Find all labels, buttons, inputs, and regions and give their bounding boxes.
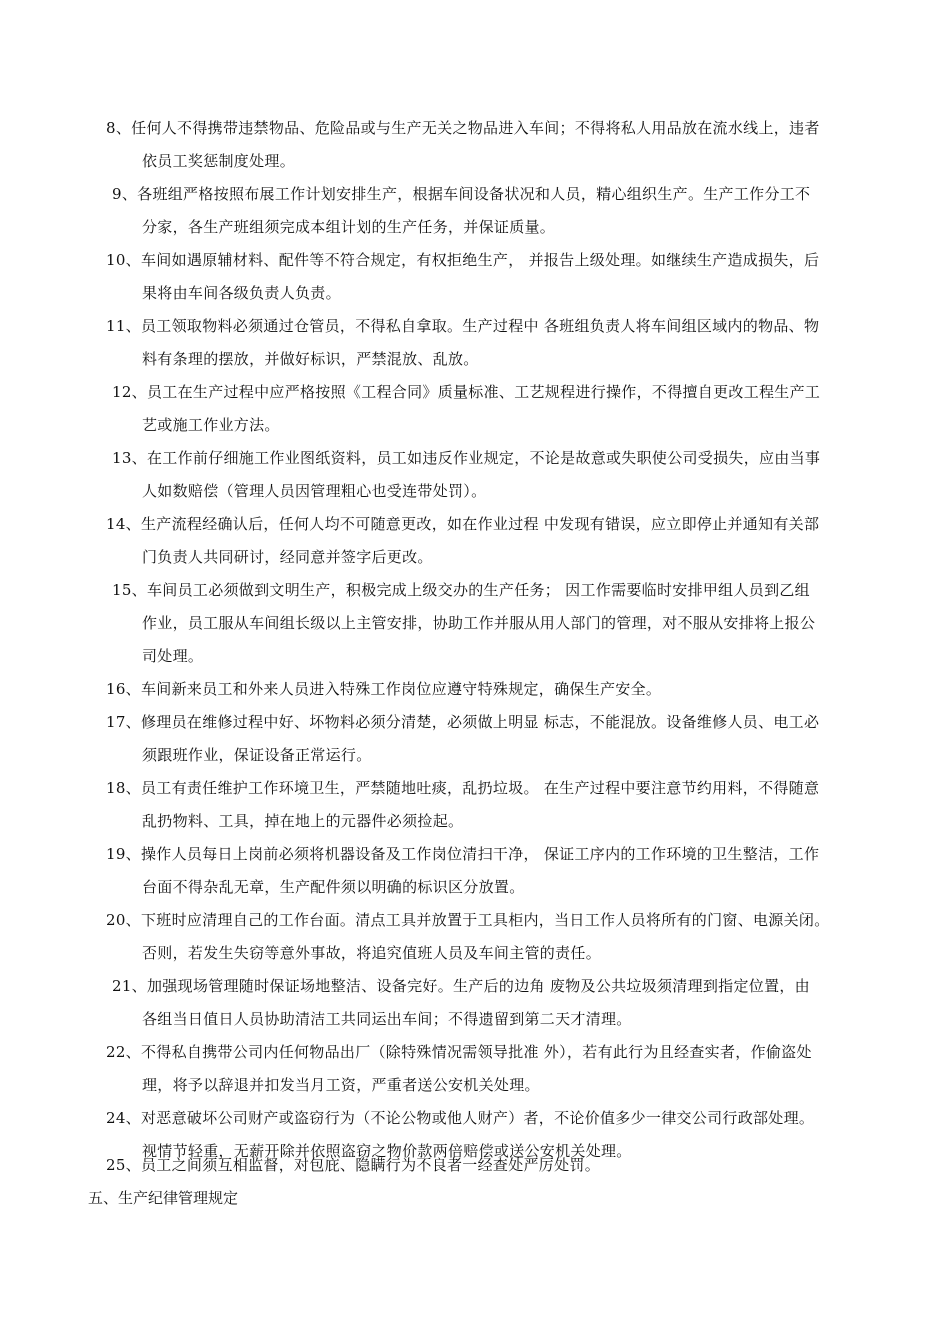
clause-first-line <box>106 673 661 706</box>
clause-text: 生产流程经确认后，任何人均不可随意更改，如在作业过程 中发现有错误，应立即停止并通知有关部 <box>141 515 820 533</box>
clause-text: 任何人不得携带违禁物品、危险品或与生产无关之物品进入车间；不得将私人用品放在流水线上，违者 <box>131 119 820 137</box>
clause-number: 25、 <box>106 1156 141 1174</box>
clause-continuation-line: 视情节轻重，无薪开除并依照盗窃之物价款两倍赔偿或送公安机关处理。 <box>142 1142 632 1160</box>
clause-text: 在工作前仔细施工作业图纸资料，员工如违反作业规定，不论是故意或失职使公司受损失，应由当事 <box>147 449 821 467</box>
clause-continuation-line: 门负责人共同研讨，经同意并签字后更改。 <box>142 548 433 566</box>
clause-number: 17、 <box>106 713 141 731</box>
clause-number: 15、 <box>112 581 147 599</box>
clause-continuation-line: 须跟班作业，保证设备正常运行。 <box>142 746 372 764</box>
clause-first-line <box>106 1102 814 1135</box>
clause-text: 加强现场管理随时保证场地整洁、设备完好。生产后的边角 废物及公共垃圾须清理到指定位置，由 <box>147 977 810 995</box>
clause-continuation-line: 否则，若发生失窃等意外事故，将追究值班人员及车间主管的责任。 <box>142 944 602 962</box>
clause-first-line <box>106 706 819 739</box>
clause-continuation-line: 理，将予以辞退并扣发当月工资，严重者送公安机关处理。 <box>142 1076 540 1094</box>
clause-number: 12、 <box>112 383 147 401</box>
clause-continuation-line: 各组当日值日人员协助清洁工共同运出车间；不得遗留到第二天才清理。 <box>142 1010 632 1028</box>
clause-first-line <box>106 1036 812 1069</box>
clause-text: 各班组严格按照布展工作计划安排生产，根据车间设备状况和人员，精心组织生产。生产工作分工不 <box>137 185 811 203</box>
clause-first-line <box>112 376 820 409</box>
clause-number: 14、 <box>106 515 141 533</box>
clause-number: 8、 <box>106 119 132 137</box>
clause-text: 员工在生产过程中应严格按照《工程合同》质量标准、工艺规程进行操作，不得擅自更改工程生产工 <box>147 383 821 401</box>
section-heading: 五、生产纪律管理规定 <box>88 1189 239 1207</box>
clause-first-line <box>106 244 819 277</box>
clause-continuation-line: 乱扔物料、工具，掉在地上的元器件必须捡起。 <box>142 812 464 830</box>
clause-number: 21、 <box>112 977 147 995</box>
clause-number: 9、 <box>112 185 138 203</box>
clause-continuation-line: 果将由车间各级负责人负责。 <box>142 284 341 302</box>
clause-text: 对恶意破坏公司财产或盗窃行为（不论公物或他人财产）者，不论价值多少一律交公司行政部处理。 <box>141 1109 815 1127</box>
clause-continuation-line: 料有条理的摆放，并做好标识，严禁混放、乱放。 <box>142 350 479 368</box>
clause-number: 22、 <box>106 1043 141 1061</box>
clause-number: 19、 <box>106 845 141 863</box>
clause-first-line <box>112 574 810 607</box>
clause-number: 24、 <box>106 1109 141 1127</box>
clause-text: 车间员工必须做到文明生产，积极完成上级交办的生产任务； 因工作需要临时安排甲组人员到乙组 <box>147 581 810 599</box>
clause-first-line <box>106 838 819 871</box>
clause-continuation-line: 依员工奖惩制度处理。 <box>142 152 296 170</box>
clause-text: 车间如遇原辅材料、配件等不符合规定，有权拒绝生产， 并报告上级处理。如继续生产造成损失，后 <box>141 251 820 269</box>
clause-first-line <box>112 178 810 211</box>
clause-continuation-line: 艺或施工作业方法。 <box>142 416 280 434</box>
clause-first-line <box>106 772 819 805</box>
clause-number: 16、 <box>106 680 141 698</box>
clause-text: 修理员在维修过程中好、坏物料必须分清楚，必须做上明显 标志，不能混放。设备维修人员、电工必 <box>141 713 820 731</box>
clause-text: 员工领取物料必须通过仓管员，不得私自拿取。生产过程中 各班组负责人将车间组区域内的物品、物 <box>141 317 820 335</box>
clause-text: 员工有责任维护工作环境卫生，严禁随地吐痰，乱扔垃圾。 在生产过程中要注意节约用料，不得随意 <box>141 779 820 797</box>
clause-text: 不得私自携带公司内任何物品出厂（除特殊情况需领导批准 外），若有此行为且经查实者，作偷盗处 <box>141 1043 812 1061</box>
clause-first-line <box>112 970 810 1003</box>
clause-first-line <box>106 904 830 937</box>
clause-continuation-line: 台面不得杂乱无章，生产配件须以明确的标识区分放置。 <box>142 878 525 896</box>
clause-first-line <box>106 112 820 145</box>
clause-text: 下班时应清理自己的工作台面。清点工具并放置于工具柜内，当日工作人员将所有的门窗、电源关闭。 <box>141 911 830 929</box>
clause-first-line <box>106 508 819 541</box>
clause-number: 20、 <box>106 911 141 929</box>
clause-continuation-line: 分家，各生产班组须完成本组计划的生产任务，并保证质量。 <box>142 218 556 236</box>
clause-number: 11、 <box>106 317 141 335</box>
clause-text: 操作人员每日上岗前必须将机器设备及工作岗位清扫干净， 保证工序内的工作环境的卫生整洁，工作 <box>141 845 820 863</box>
clause-text: 车间新来员工和外来人员进入特殊工作岗位应遵守特殊规定，确保生产安全。 <box>141 680 662 698</box>
clause-number: 10、 <box>106 251 141 269</box>
clause-number: 13、 <box>112 449 147 467</box>
clause-continuation-line: 司处理。 <box>142 647 204 665</box>
clause-first-line <box>112 442 820 475</box>
clause-continuation-line: 人如数赔偿（管理人员因管理粗心也受连带处罚）。 <box>142 482 487 500</box>
clause-first-line <box>106 1149 600 1182</box>
clause-continuation-line: 作业，员工服从车间组长级以上主管安排，协助工作并服从用人部门的管理，对不服从安排将上报公 <box>142 614 816 632</box>
clause-text: 员工之间须互相监督，对包庇、隐瞒行为不良者一经查处严厉处罚。 <box>141 1156 601 1174</box>
clause-number: 18、 <box>106 779 141 797</box>
clause-first-line <box>106 310 819 343</box>
